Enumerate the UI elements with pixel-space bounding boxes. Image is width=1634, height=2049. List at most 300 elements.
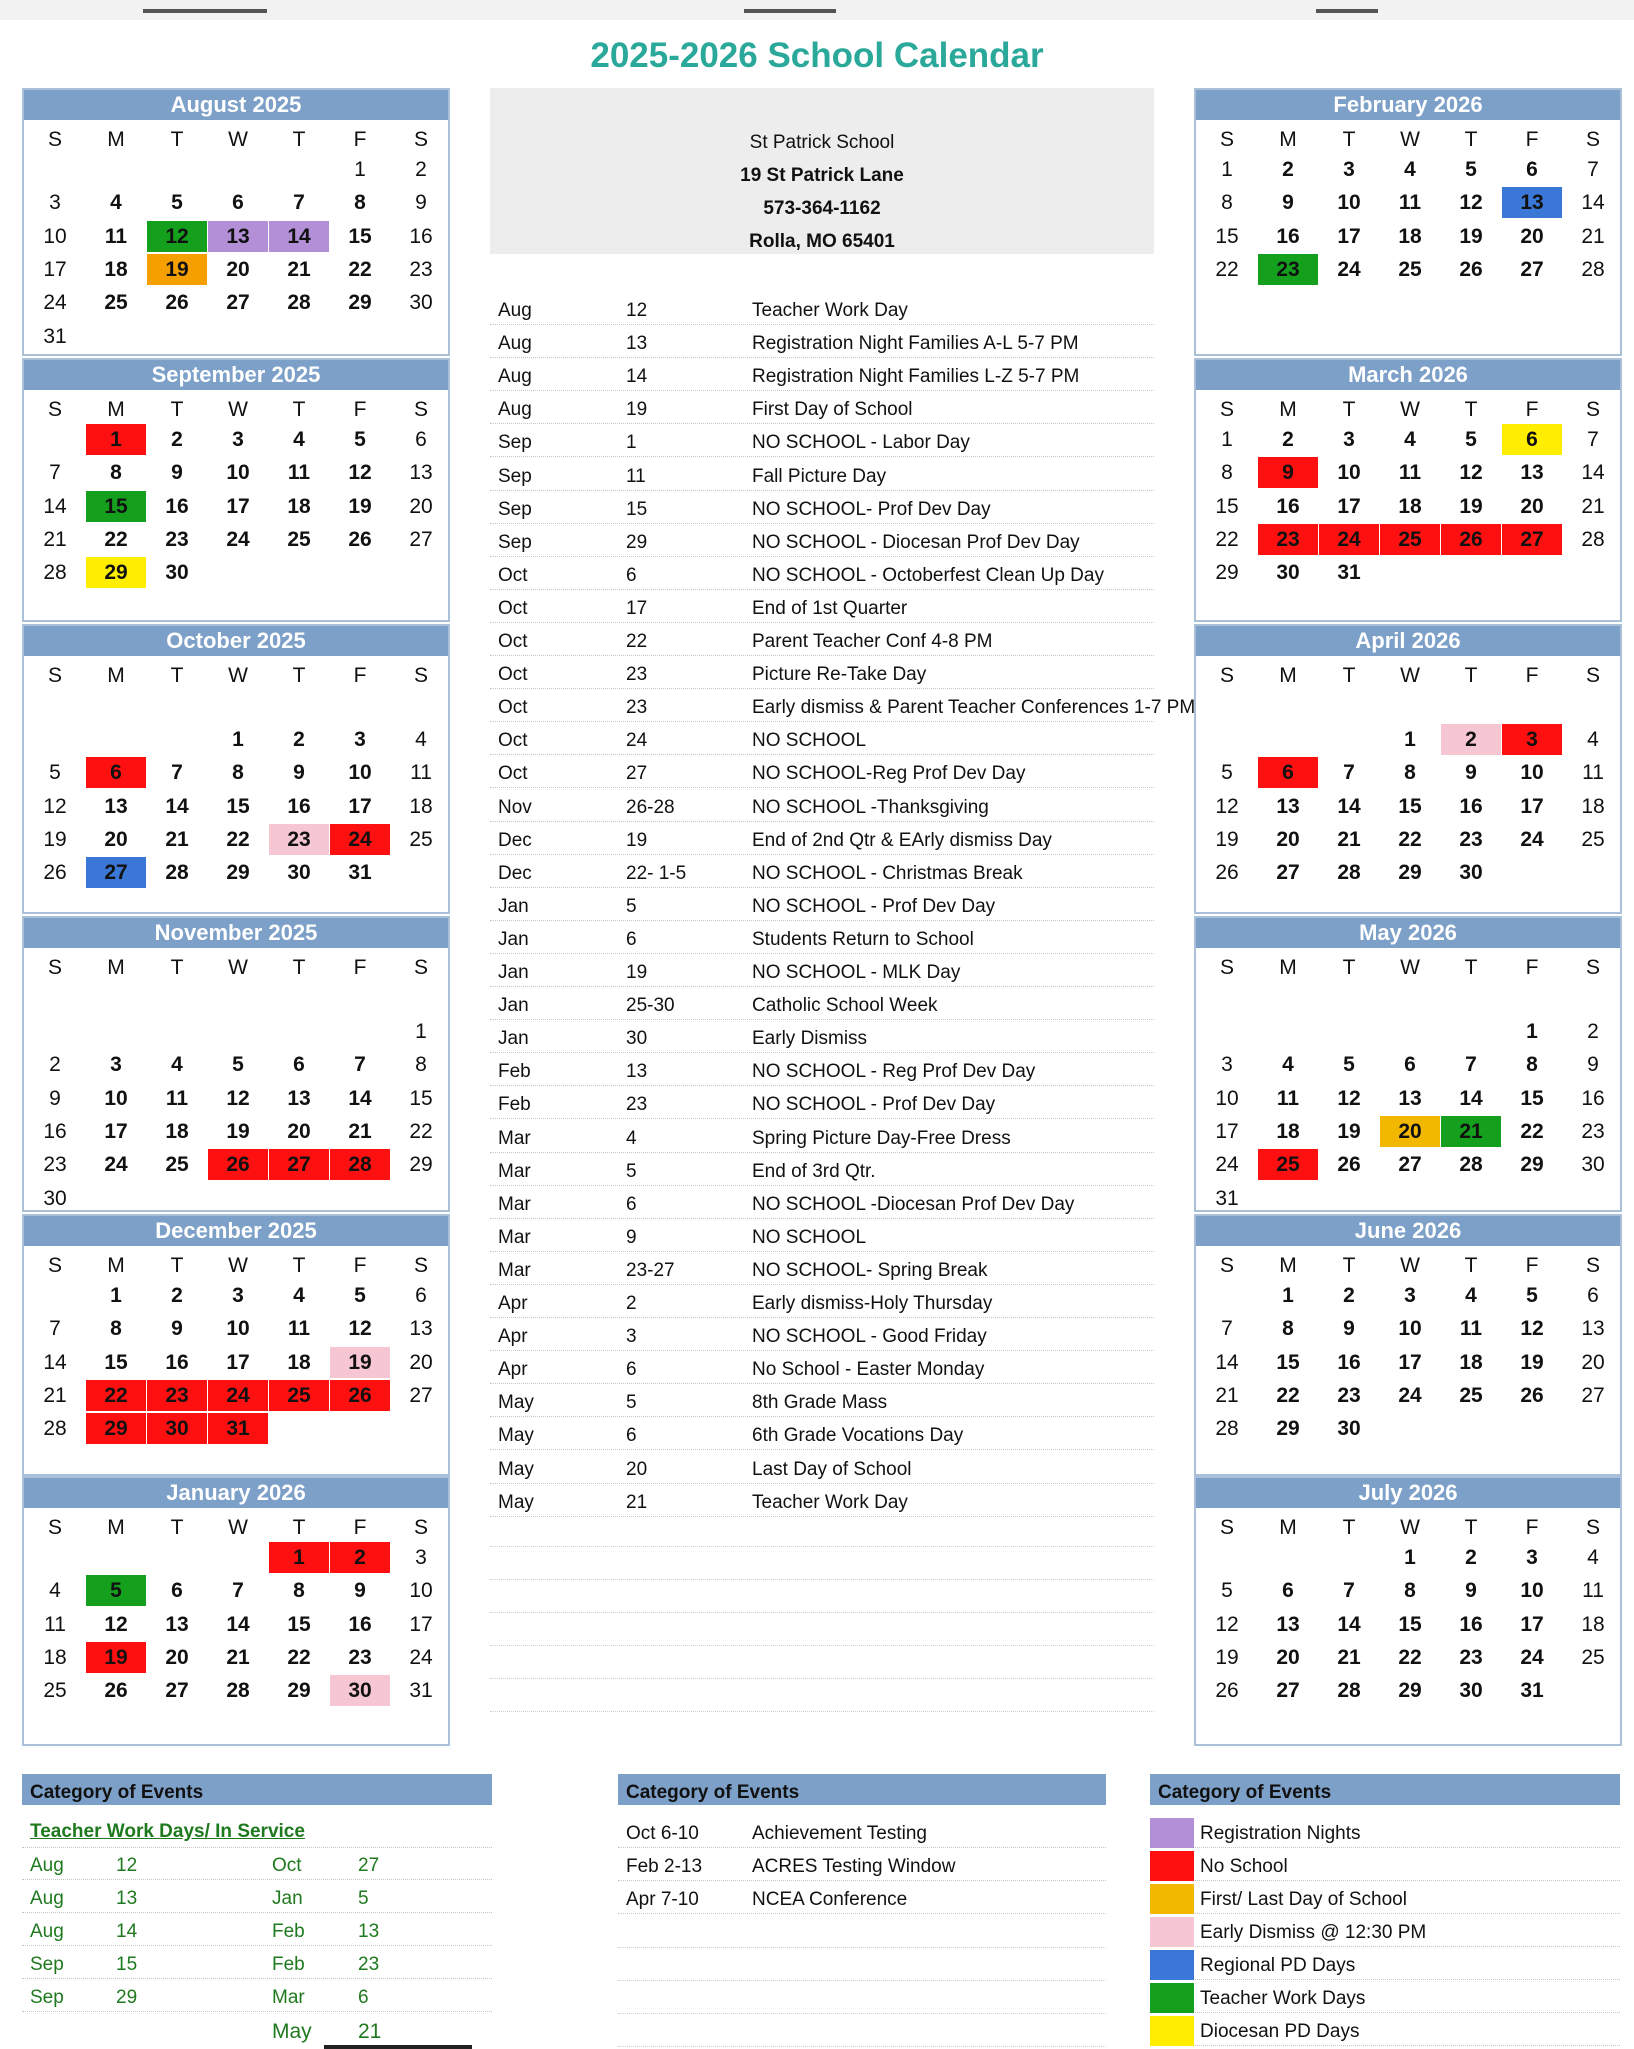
work-day-date: 15 (116, 1954, 138, 1975)
event-title: Picture Re-Take Day (752, 664, 927, 686)
month-title: August 2025 (24, 90, 448, 120)
event-date: 23 (626, 664, 648, 686)
calendar-day: 30 (43, 1186, 67, 1210)
event-date: 27 (626, 763, 648, 785)
calendar-day: 21 (1215, 1383, 1239, 1407)
calendar-day: 14 (1581, 191, 1605, 215)
weekday-label: W (1400, 664, 1420, 687)
event-date: 6 (626, 928, 637, 950)
calendar-day: 1 (1282, 1284, 1294, 1307)
event-month: Jan (498, 895, 529, 917)
event-date: 19 (626, 829, 648, 851)
month-title: November 2025 (24, 918, 448, 948)
weekday-label: W (228, 1254, 248, 1277)
month-title: January 2026 (24, 1478, 448, 1508)
event-date: 26-28 (626, 796, 675, 818)
calendar-day: 13 (1520, 461, 1544, 485)
calendar-day: 17 (43, 257, 67, 281)
calendar-day: 11 (165, 1086, 189, 1110)
calendar-day: 20 (104, 827, 128, 851)
calendar-day: 3 (232, 428, 244, 451)
calendar-day: 22 (1276, 1383, 1300, 1407)
calendar-day: 20 (1380, 1116, 1440, 1147)
calendar-day: 24 (1520, 1645, 1544, 1669)
calendar-day: 11 (1582, 1579, 1604, 1603)
calendar-day: 4 (1587, 728, 1599, 751)
calendar-day: 28 (1459, 1153, 1483, 1177)
calendar-day: 12 (43, 794, 67, 818)
event-date: 13 (626, 333, 648, 355)
calendar-day: 12 (226, 1086, 250, 1110)
weekday-label: S (1585, 664, 1600, 687)
calendar-day: 5 (1465, 158, 1477, 181)
weekday-label: T (1342, 664, 1356, 687)
calendar-day: 4 (49, 1579, 61, 1603)
blank-line (618, 1980, 1106, 1981)
event-month: Mar (498, 1226, 531, 1248)
weekday-label: M (107, 956, 125, 979)
calendar-day: 13 (409, 461, 433, 485)
ruler-mark (143, 9, 267, 13)
weekday-label: M (107, 128, 125, 151)
weekday-label: F (353, 664, 367, 687)
calendar-day: 20 (165, 1645, 189, 1669)
event-date: 9 (626, 1226, 637, 1248)
calendar-day: 4 (1404, 428, 1416, 451)
event-row (490, 627, 1154, 656)
calendar-day: 30 (165, 561, 189, 585)
calendar-day: 16 (409, 224, 433, 248)
calendar-day: 7 (1343, 1579, 1355, 1603)
work-day-date: 12 (116, 1855, 138, 1876)
calendar-day: 15 (1398, 794, 1422, 818)
calendar-day: 31 (1215, 1186, 1239, 1210)
legend-swatch (1150, 1917, 1194, 1947)
work-day-date: 6 (358, 1987, 369, 2008)
calendar-day: 3 (1404, 1284, 1416, 1307)
weekday-label: T (170, 398, 184, 421)
event-row (490, 958, 1154, 987)
legend-swatch (1150, 1950, 1194, 1980)
calendar-day: 12 (1337, 1086, 1361, 1110)
calendar-day: 29 (287, 1679, 311, 1703)
calendar-day: 24 (1215, 1153, 1239, 1177)
event-row (490, 793, 1154, 822)
weekday-label: S (413, 664, 428, 687)
calendar-day: 10 (104, 1086, 128, 1110)
calendar-day: 26 (1337, 1153, 1361, 1177)
calendar-day: 26 (43, 861, 67, 885)
testing-dates: Apr 7-10 (626, 1889, 699, 1910)
calendar-day: 1 (1404, 728, 1416, 751)
month-february-2026 (1194, 88, 1622, 356)
event-date: 5 (626, 1392, 637, 1414)
calendar-day: 10 (409, 1579, 433, 1603)
calendar-day: 18 (165, 1119, 189, 1143)
calendar-day: 31 (348, 861, 372, 885)
calendar-day: 10 (348, 761, 372, 785)
calendar-day: 25 (269, 1380, 329, 1411)
weekday-label: F (1525, 1254, 1539, 1277)
calendar-day: 24 (208, 1380, 268, 1411)
calendar-day: 28 (43, 561, 67, 585)
calendar-day: 2 (1587, 1020, 1599, 1043)
work-day-date: 23 (358, 1954, 380, 1975)
event-title: End of 3rd Qtr. (752, 1160, 876, 1182)
weekday-label: W (1400, 956, 1420, 979)
calendar-day: 5 (232, 1053, 244, 1077)
calendar-day: 24 (1398, 1383, 1422, 1407)
calendar-day: 9 (415, 191, 427, 215)
legend-row (1150, 2016, 1620, 2046)
event-title: NO SCHOOL - MLK Day (752, 962, 961, 983)
event-date: 29 (626, 531, 648, 553)
calendar-day: 18 (287, 1350, 311, 1374)
event-month: May (498, 1458, 534, 1480)
event-row (490, 462, 1154, 491)
calendar-day: 3 (1343, 158, 1355, 181)
event-date: 12 (626, 300, 648, 321)
weekday-label: S (1219, 956, 1234, 979)
calendar-day: 28 (1337, 861, 1361, 885)
calendar-day: 19 (348, 494, 372, 518)
calendar-day: 17 (226, 494, 250, 518)
calendar-day: 8 (1282, 1317, 1294, 1341)
calendar-day: 23 (1581, 1119, 1605, 1143)
event-title: NO SCHOOL (752, 730, 867, 752)
calendar-day: 25 (1581, 827, 1605, 851)
month-title: February 2026 (1196, 90, 1620, 120)
calendar-day: 8 (232, 761, 244, 785)
weekday-label: T (1342, 1516, 1356, 1539)
event-month: Feb (498, 1061, 531, 1083)
weekday-label: S (413, 128, 428, 151)
calendar-day: 3 (1343, 428, 1355, 451)
calendar-day: 8 (354, 191, 366, 215)
event-month: Oct (498, 730, 528, 752)
calendar-day: 17 (1520, 794, 1544, 818)
calendar-day: 29 (86, 1413, 146, 1444)
calendar-day: 27 (165, 1679, 189, 1703)
weekday-label: S (1585, 956, 1600, 979)
calendar-day: 27 (1276, 861, 1300, 885)
weekday-label: S (413, 1254, 428, 1277)
event-month: Oct (498, 664, 528, 686)
month-march-2026 (1194, 358, 1622, 622)
calendar-day: 26 (208, 1149, 268, 1180)
calendar-day: 25 (104, 291, 128, 315)
month-title: May 2026 (1196, 918, 1620, 948)
work-day-month: Aug (30, 1888, 64, 1909)
calendar-day: 20 (1276, 1645, 1300, 1669)
calendar-day: 15 (226, 794, 250, 818)
event-row (490, 1322, 1154, 1351)
calendar-day: 24 (1319, 524, 1379, 555)
calendar-day: 6 (1502, 424, 1562, 455)
event-row (490, 594, 1154, 623)
calendar-day: 28 (1581, 527, 1605, 551)
calendar-day: 10 (43, 224, 67, 248)
event-title: Parent Teacher Conf 4-8 PM (752, 631, 993, 652)
event-date: 15 (626, 498, 648, 520)
weekday-label: S (413, 1516, 428, 1539)
calendar-day: 15 (1215, 494, 1239, 518)
calendar-day: 6 (232, 191, 244, 215)
calendar-day: 19 (43, 827, 67, 851)
calendar-day: 30 (147, 1413, 207, 1444)
calendar-day: 8 (110, 1317, 122, 1341)
calendar-day: 5 (354, 1284, 366, 1307)
calendar-day: 6 (1587, 1284, 1599, 1307)
calendar-day: 23 (165, 527, 189, 551)
weekday-label: S (1219, 128, 1234, 151)
event-row (490, 859, 1154, 888)
event-title: NO SCHOOL -Thanksgiving (752, 796, 989, 818)
month-july-2026 (1194, 1476, 1622, 1746)
calendar-day: 25 (409, 827, 433, 851)
calendar-day: 1 (110, 1284, 122, 1307)
calendar-day: 10 (226, 461, 250, 485)
calendar-day: 18 (1398, 224, 1422, 248)
page-title: 2025-2026 School Calendar (590, 36, 1044, 75)
weekday-label: S (1585, 1254, 1600, 1277)
weekday-label: S (47, 956, 62, 979)
testing-label: ACRES Testing Window (752, 1856, 956, 1877)
calendar-day: 30 (1581, 1153, 1605, 1177)
calendar-day: 3 (1221, 1053, 1233, 1077)
calendar-day: 18 (1581, 1612, 1605, 1636)
calendar-day: 24 (330, 824, 390, 855)
weekday-label: M (107, 1516, 125, 1539)
calendar-day: 14 (1215, 1350, 1239, 1374)
weekday-label: T (170, 1254, 184, 1277)
work-day-month: Aug (30, 1855, 64, 1876)
event-row (490, 1256, 1154, 1285)
event-month: Sep (498, 432, 532, 454)
weekday-label: W (228, 1516, 248, 1539)
calendar-day: 30 (1276, 561, 1300, 585)
calendar-day: 1 (1526, 1020, 1538, 1043)
legend-row (1150, 1983, 1620, 2013)
calendar-day: 4 (293, 1284, 305, 1307)
calendar-day: 18 (43, 1645, 67, 1669)
calendar-day: 9 (49, 1086, 61, 1110)
calendar-day: 5 (49, 761, 61, 785)
calendar-day: 12 (1459, 191, 1483, 215)
work-day-date: 27 (358, 1855, 380, 1876)
calendar-day: 3 (232, 1284, 244, 1307)
event-date: 14 (626, 366, 648, 388)
calendar-day: 1 (1404, 1546, 1416, 1569)
calendar-day: 9 (1587, 1053, 1599, 1077)
category-heading: Category of Events (22, 1774, 492, 1805)
calendar-day: 10 (1520, 761, 1544, 785)
work-day-month: Feb (272, 1954, 305, 1975)
weekday-label: S (47, 1254, 62, 1277)
calendar-day: 19 (1215, 1645, 1239, 1669)
calendar-day: 16 (1459, 794, 1483, 818)
event-date: 23-27 (626, 1259, 675, 1281)
weekday-label: T (1464, 1254, 1478, 1277)
event-row (490, 1455, 1154, 1484)
weekday-label: W (1400, 398, 1420, 421)
calendar-day: 23 (147, 1380, 207, 1411)
calendar-day: 6 (415, 428, 427, 451)
calendar-day: 23 (1337, 1383, 1361, 1407)
weekday-label: T (170, 1516, 184, 1539)
month-september-2025 (22, 358, 450, 622)
legend-swatch (1150, 1851, 1194, 1881)
calendar-day: 28 (226, 1679, 250, 1703)
weekday-label: W (228, 664, 248, 687)
weekday-label: T (1464, 664, 1478, 687)
calendar-day: 12 (1215, 794, 1239, 818)
weekday-label: T (1342, 128, 1356, 151)
legend-row (1150, 1917, 1620, 1947)
calendar-day: 7 (293, 191, 305, 215)
school-city: Rolla, MO 65401 (749, 231, 895, 252)
calendar-day: 21 (1441, 1116, 1501, 1147)
month-october-2025 (22, 624, 450, 914)
calendar-day: 3 (110, 1053, 122, 1077)
calendar-day: 31 (208, 1413, 268, 1444)
calendar-day: 7 (232, 1579, 244, 1603)
calendar-day: 10 (226, 1317, 250, 1341)
calendar-day: 17 (1337, 494, 1361, 518)
event-month: Apr (498, 1326, 528, 1348)
calendar-day: 4 (1587, 1546, 1599, 1569)
calendar-day: 19 (147, 254, 207, 285)
calendar-day: 7 (49, 1317, 61, 1341)
event-month: Aug (498, 333, 532, 355)
event-month: Dec (498, 829, 532, 851)
calendar-day: 9 (171, 1317, 183, 1341)
weekday-label: F (353, 956, 367, 979)
weekday-label: T (292, 1516, 306, 1539)
event-month: Oct (498, 597, 528, 619)
event-row (490, 1024, 1154, 1053)
teacher-work-row (22, 1982, 492, 2012)
teacher-work-row (22, 2015, 492, 2045)
calendar-day: 7 (171, 761, 183, 785)
event-row (490, 991, 1154, 1020)
calendar-day: 1 (415, 1020, 427, 1043)
calendar-day: 8 (1221, 191, 1233, 215)
calendar-day: 1 (269, 1542, 329, 1573)
calendar-day: 24 (43, 291, 67, 315)
calendar-day: 8 (1404, 1579, 1416, 1603)
event-title: Fall Picture Day (752, 465, 887, 487)
event-row (490, 892, 1154, 921)
event-month: Oct (498, 631, 528, 652)
calendar-day: 15 (86, 491, 146, 522)
calendar-day: 16 (348, 1612, 372, 1636)
event-date: 21 (626, 1491, 648, 1513)
calendar-day: 9 (171, 461, 183, 485)
calendar-day: 8 (1404, 761, 1416, 785)
calendar-day: 10 (1520, 1579, 1544, 1603)
legend-swatch (1150, 2016, 1194, 2046)
calendar-day: 26 (330, 1380, 390, 1411)
calendar-day: 15 (348, 224, 372, 248)
event-row (490, 495, 1154, 524)
calendar-day: 31 (409, 1679, 433, 1703)
event-month: Nov (498, 796, 532, 818)
event-month: Aug (498, 300, 532, 321)
calendar-day: 25 (43, 1679, 67, 1703)
calendar-day: 26 (1215, 1679, 1239, 1703)
event-month: Sep (498, 531, 532, 553)
weekday-label: W (1400, 1516, 1420, 1539)
calendar-day: 21 (1337, 827, 1361, 851)
calendar-day: 6 (1526, 158, 1538, 181)
category-heading: Category of Events (1150, 1774, 1620, 1805)
calendar-day: 9 (354, 1579, 366, 1603)
event-title: End of 1st Quarter (752, 597, 908, 619)
calendar-day: 17 (348, 794, 372, 818)
weekday-label: T (170, 128, 184, 151)
calendar-day: 18 (1459, 1350, 1483, 1374)
legend-label: Teacher Work Days (1200, 1988, 1366, 2009)
calendar-day: 16 (1459, 1612, 1483, 1636)
calendar-day: 28 (1581, 257, 1605, 281)
calendar-day: 25 (1581, 1645, 1605, 1669)
blank-line (490, 1612, 1154, 1613)
calendar-day: 13 (104, 794, 128, 818)
calendar-day: 21 (348, 1119, 372, 1143)
legend-swatch (1150, 1884, 1194, 1914)
testing-row (618, 1884, 1106, 1914)
calendar-day: 13 (1276, 1612, 1300, 1636)
calendar-day: 17 (1398, 1350, 1422, 1374)
testing-dates: Oct 6-10 (626, 1823, 699, 1844)
weekday-label: F (1525, 128, 1539, 151)
event-row (490, 1190, 1154, 1219)
calendar-day: 12 (147, 221, 207, 252)
event-date: 20 (626, 1458, 648, 1480)
calendar-day: 22 (104, 527, 128, 551)
event-month: Mar (498, 1127, 531, 1149)
teacher-work-row (22, 1916, 492, 1946)
calendar-day: 12 (1520, 1317, 1544, 1341)
event-month: Oct (498, 564, 528, 586)
calendar-day: 1 (1221, 158, 1233, 181)
weekday-label: T (1464, 1516, 1478, 1539)
event-title: NO SCHOOL-Reg Prof Dev Day (752, 763, 1026, 785)
calendar-day: 11 (1398, 461, 1422, 485)
calendar-day: 26 (104, 1679, 128, 1703)
weekday-label: T (1464, 128, 1478, 151)
event-date: 1 (626, 432, 637, 454)
legend-label: Registration Nights (1200, 1823, 1361, 1844)
calendar-day: 2 (171, 428, 183, 451)
calendar-day: 15 (1276, 1350, 1300, 1374)
event-row (490, 1388, 1154, 1417)
weekday-label: S (1219, 398, 1234, 421)
calendar-day: 1 (232, 728, 244, 751)
calendar-day: 12 (1459, 461, 1483, 485)
calendar-day: 12 (348, 461, 372, 485)
calendar-day: 12 (1215, 1612, 1239, 1636)
calendar-day: 16 (165, 494, 189, 518)
event-month: May (498, 1491, 534, 1513)
work-day-month: Feb (272, 1921, 305, 1942)
month-january-2026 (22, 1476, 450, 1746)
calendar-day: 2 (1441, 724, 1501, 755)
calendar-day: 3 (354, 728, 366, 751)
ruler-mark (744, 9, 836, 13)
weekday-label: W (228, 398, 248, 421)
